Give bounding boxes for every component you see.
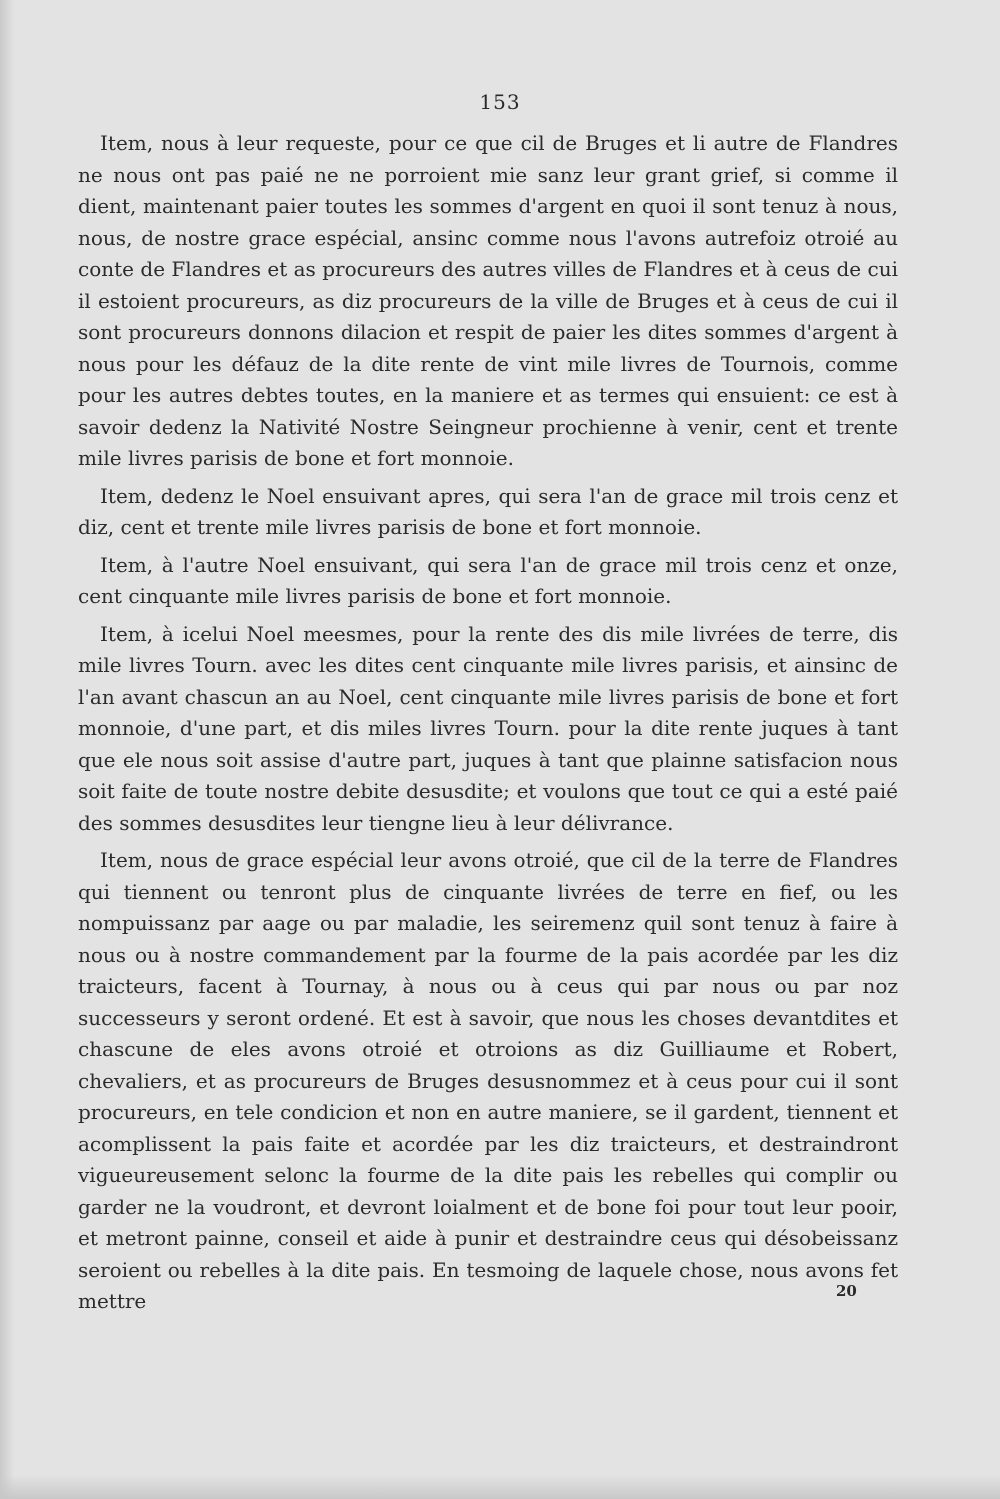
page-number: 153: [479, 90, 521, 114]
body-text: [78, 128, 898, 1324]
paragraph: Item, à l'autre Noel ensuivant, qui sera l'an de grace mil trois cenz et onze, cent cinquante mile livres parisis de bone et fort monnoie.: [78, 552, 898, 608]
paragraph: Item, dedenz le Noel ensuivant apres, qui sera l'an de grace mil trois cenz et diz, cent et trente mile livres parisis de bone et fort monnoie.: [78, 483, 898, 539]
signature-mark: 20: [836, 1282, 857, 1300]
paragraph: Item, nous de grace espécial leur avons otroié, que cil de la terre de Flandres qui tiennent ou tenront plus de cinquante livrées de terre en fief, ou les nompuissanz par aage ou par maladie, les seiremenz quil sont tenuz à faire à nous ou à nostre commandement par la fourme de la pais acordée par les diz traicteurs, facent à Tournay, à nous ou à ceus qui par nous ou par noz successeurs y seront ordené. Et est à savoir, que nous les choses devantdites et chascune de eles avons otroié et otroions as diz Guilliaume et Robert, chevaliers, et as procureurs de Bruges desusnommez et à ceus pour cui il sont procureurs, en tele condicion et non en autre maniere, se il gardent, tiennent et acomplissent la pais faite et acordée par les diz traicteurs, et destraindront vigueureusement selonc la fourme de la dite pais les rebelles qui complir ou garder ne la voudront, et devront loialment et de bone foi pour tout leur pooir, et metront painne, conseil et aide à punir et destraindre ceus qui désobeissanz seroient ou rebelles à la dite pais. En tesmoing de laquele chose, nous avons fet mettre: [78, 848, 898, 1313]
page-bottom-shadow: [0, 1475, 1000, 1499]
page-edge-shadow: [0, 0, 14, 1499]
paragraph: Item, à icelui Noel meesmes, pour la rente des dis mile livrées de terre, dis mile livres Tourn. avec les dites cent cinquante mile livres parisis, et ainsinc de l'an avant chascun an au Noel, cent cinquante mile livres parisis de bone et fort monnoie, d'une part, et dis miles livres Tourn. pour la dite rente juques à tant que ele nous soit assise d'autre part, juques à tant que plainne satisfacion nous soit faite de toute nostre debite desusdite; et voulons que tout ce qui a esté paié des sommes desusdites leur tiengne lieu à leur délivrance.: [78, 621, 898, 835]
paragraph: Item, nous à leur requeste, pour ce que cil de Bruges et li autre de Flandres ne nous ont pas paié ne ne porroient mie sanz leur grant grief, si comme il dient, maintenant paier toutes les sommes d'argent en quoi il sont tenuz à nous, nous, de nostre grace espécial, ansinc comme nous l'avons autrefoiz otroié au conte de Flandres et as procureurs des autres villes de Flandres et à ceus de cui il estoient procureurs, as diz procureurs de la ville de Bruges et à ceus de cui il sont procureurs donnons dilacion et respit de paier les dites sommes d'argent à nous pour les défauz de la dite rente de vint mile livres de Tournois, comme pour les autres debtes toutes, en la maniere et as termes qui ensuient: ce est à savoir dedenz la Nativité Nostre Seingneur prochienne à venir, cent et trente mile livres parisis de bone et fort monnoie.: [78, 131, 898, 470]
